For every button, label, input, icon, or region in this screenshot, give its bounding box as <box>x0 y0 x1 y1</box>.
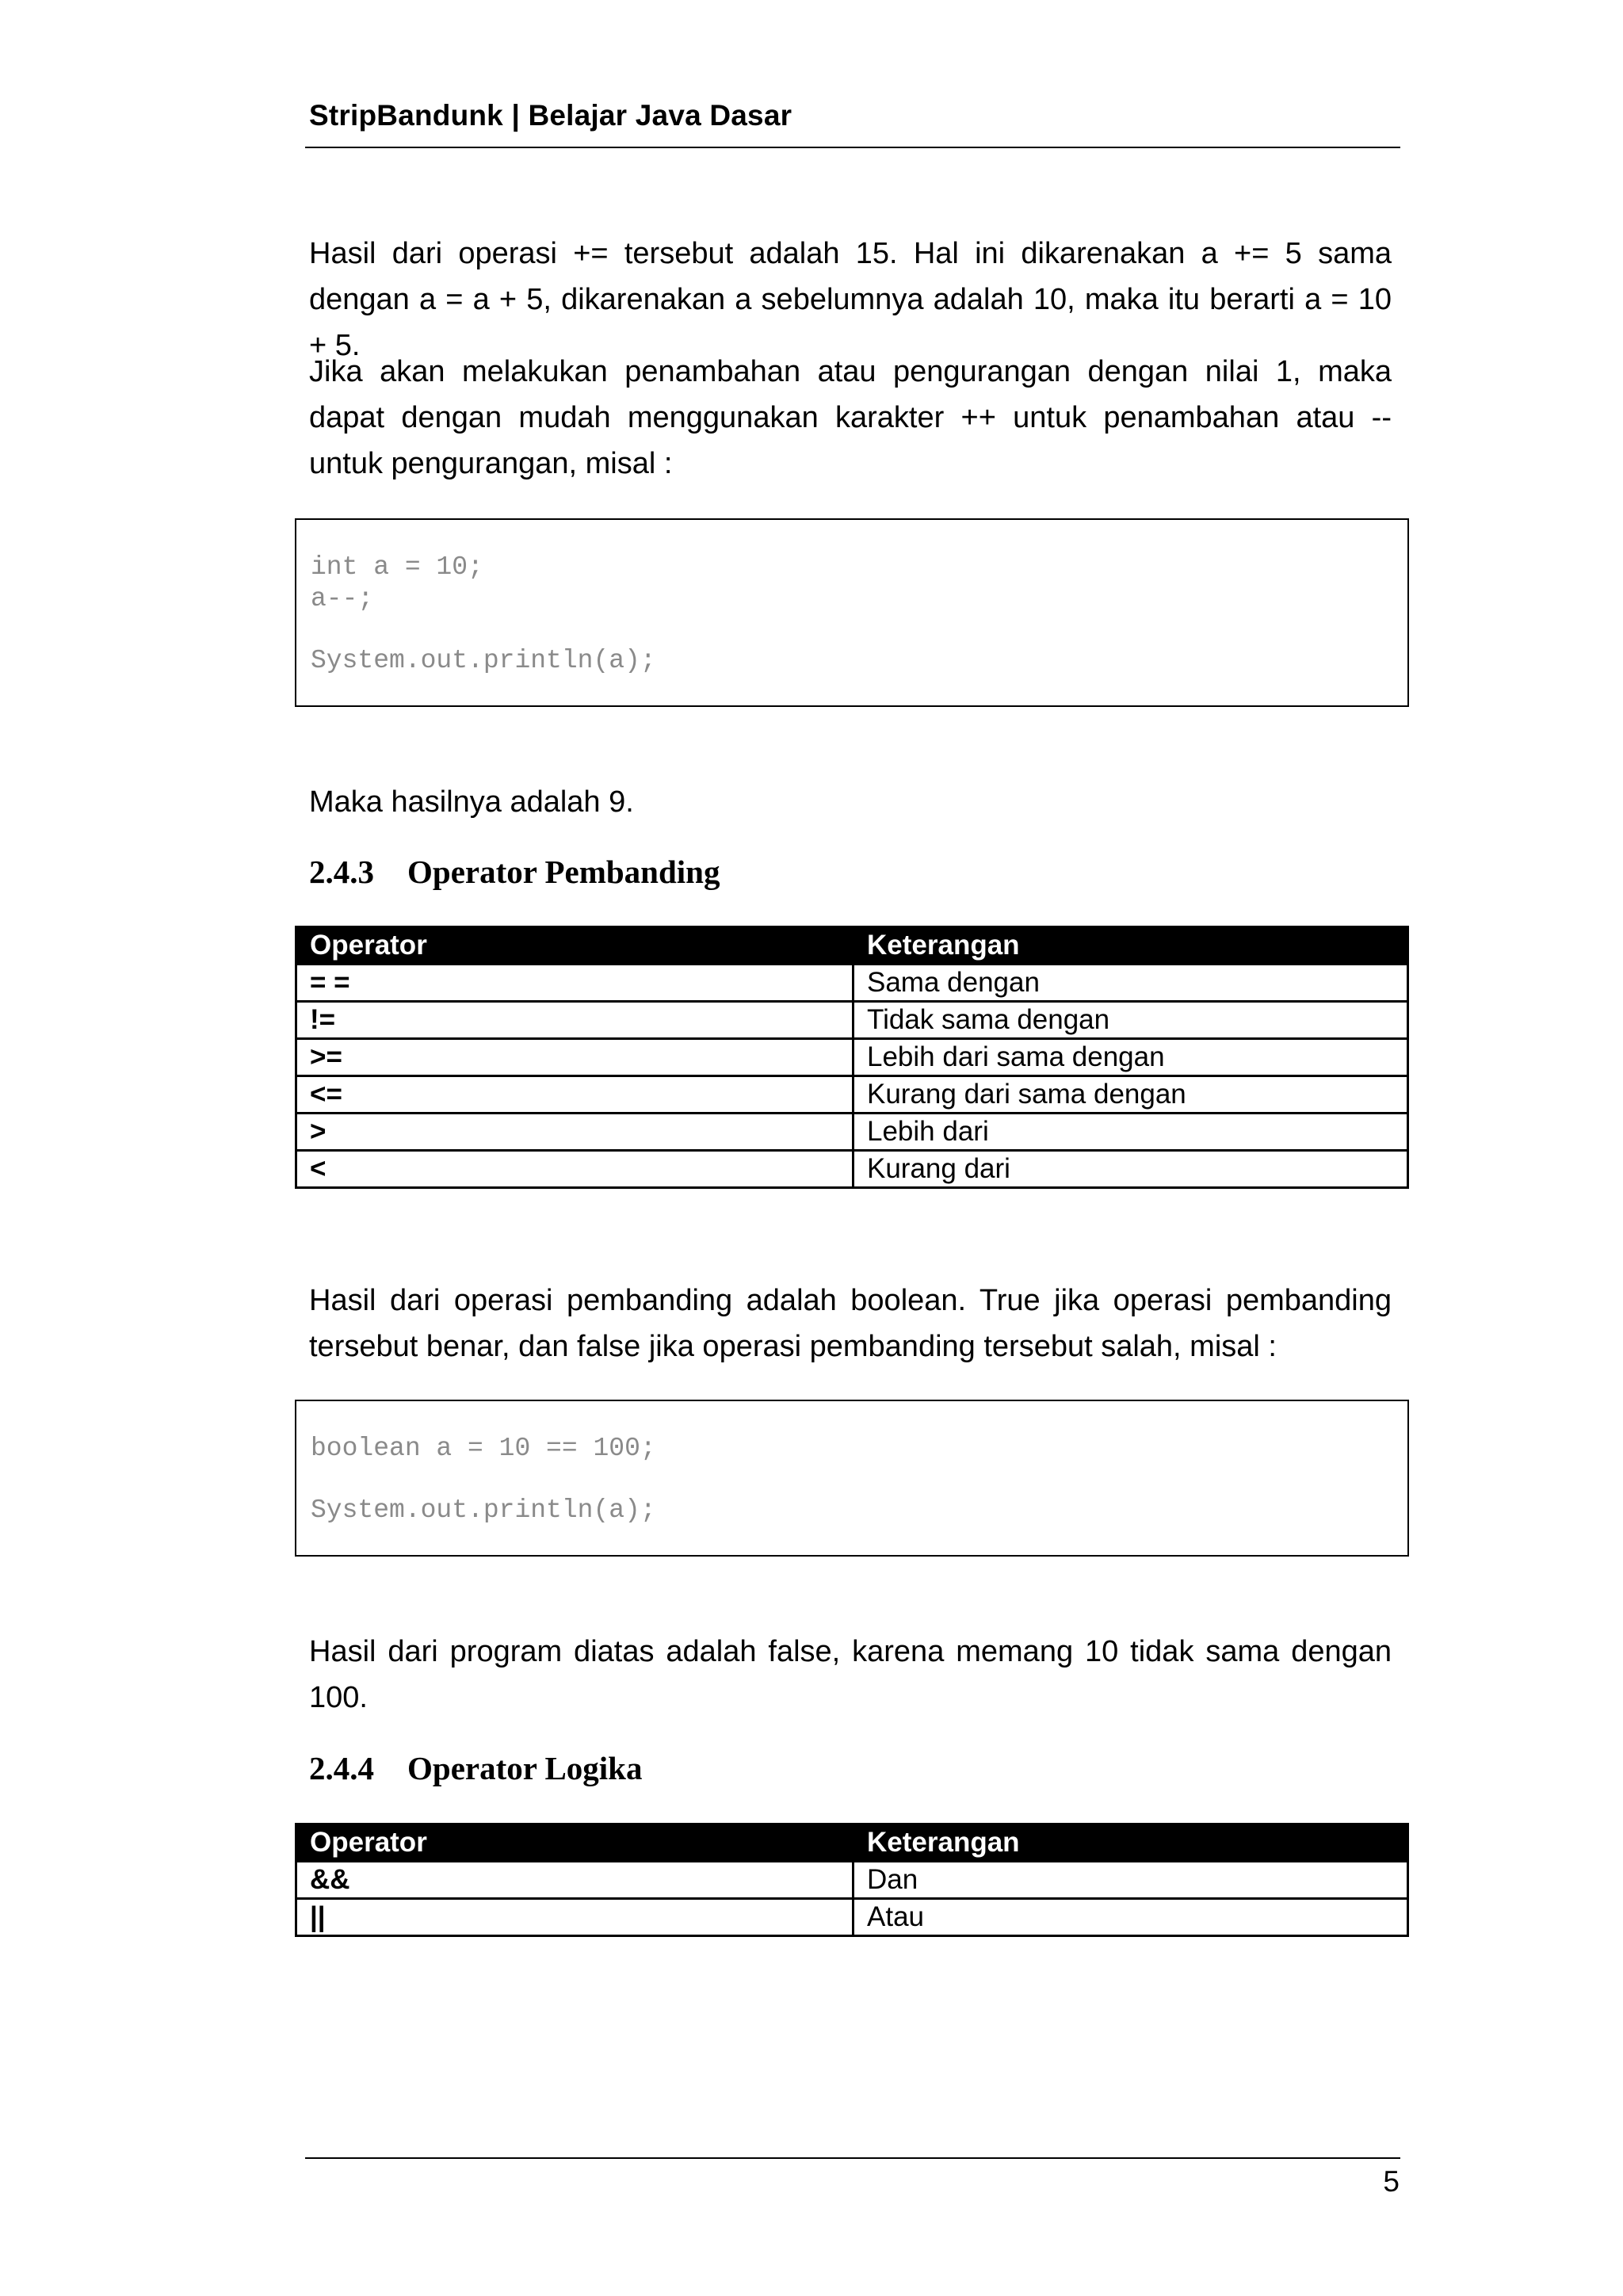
operator-cell: >= <box>296 1039 854 1076</box>
description-cell: Dan <box>854 1862 1408 1899</box>
logical-operator-table <box>295 1823 1409 1937</box>
header-divider <box>305 147 1400 148</box>
table-row <box>296 1899 1408 1936</box>
description-cell: Atau <box>854 1899 1408 1936</box>
description-cell: Kurang dari sama dengan <box>854 1076 1408 1114</box>
section-title: Operator Pembanding <box>407 854 720 890</box>
paragraph-1: Hasil dari operasi += tersebut adalah 15. Hal ini dikarenakan a += 5 sama dengan a = a + 5, dikarenakan a sebelumnya adalah 10, maka itu berarti a = 10 + 5. <box>309 237 1392 362</box>
table-row <box>296 1002 1408 1039</box>
code-block-1 <box>295 518 1409 707</box>
section-heading-2-4-3 <box>309 853 720 891</box>
header-title: StripBandunk | Belajar Java Dasar <box>309 99 792 132</box>
table-row <box>296 1151 1408 1188</box>
section-number: 2.4.4 <box>309 1750 374 1786</box>
table-row <box>296 1114 1408 1151</box>
operator-cell: > <box>296 1114 854 1151</box>
table-header-row <box>296 927 1408 965</box>
column-header-keterangan: Keterangan <box>854 927 1408 965</box>
table-row <box>296 1862 1408 1899</box>
operator-cell: != <box>296 1002 854 1039</box>
description-cell: Kurang dari <box>854 1151 1408 1188</box>
operator-cell: = = <box>296 965 854 1002</box>
column-header-operator: Operator <box>296 927 854 965</box>
description-cell: Lebih dari sama dengan <box>854 1039 1408 1076</box>
code-line: int a = 10; <box>311 552 483 582</box>
table-row <box>296 1076 1408 1114</box>
paragraph-3: Maka hasilnya adalah 9. <box>309 785 634 819</box>
code-block-2 <box>295 1400 1409 1557</box>
page-number: 5 <box>1383 2165 1400 2198</box>
operator-cell: <= <box>296 1076 854 1114</box>
footer-divider <box>305 2157 1400 2159</box>
table-row <box>296 1039 1408 1076</box>
operator-cell: < <box>296 1151 854 1188</box>
code-line: a--; <box>311 584 374 613</box>
operator-cell: || <box>296 1899 854 1936</box>
comparison-operator-table <box>295 926 1409 1189</box>
table-header-row <box>296 1824 1408 1862</box>
table-row <box>296 965 1408 1002</box>
column-header-operator: Operator <box>296 1824 854 1862</box>
section-title: Operator Logika <box>407 1750 643 1786</box>
paragraph-2: Jika akan melakukan penambahan atau pengurangan dengan nilai 1, maka dapat dengan mudah menggunakan karakter ++ untuk penambahan atau -- untuk pengurangan, misal : <box>309 355 1392 480</box>
code-line: System.out.println(a); <box>311 1496 656 1525</box>
description-cell: Sama dengan <box>854 965 1408 1002</box>
section-number: 2.4.3 <box>309 854 374 890</box>
description-cell: Lebih dari <box>854 1114 1408 1151</box>
section-heading-2-4-4 <box>309 1749 643 1787</box>
operator-cell: && <box>296 1862 854 1899</box>
paragraph-4: Hasil dari operasi pembanding adalah boolean. True jika operasi pembanding tersebut benar, dan false jika operasi pembanding tersebut salah, misal : <box>309 1284 1392 1363</box>
code-line: System.out.println(a); <box>311 646 656 675</box>
column-header-keterangan: Keterangan <box>854 1824 1408 1862</box>
paragraph-5: Hasil dari program diatas adalah false, karena memang 10 tidak sama dengan 100. <box>309 1635 1392 1714</box>
code-line: boolean a = 10 == 100; <box>311 1434 656 1463</box>
description-cell: Tidak sama dengan <box>854 1002 1408 1039</box>
